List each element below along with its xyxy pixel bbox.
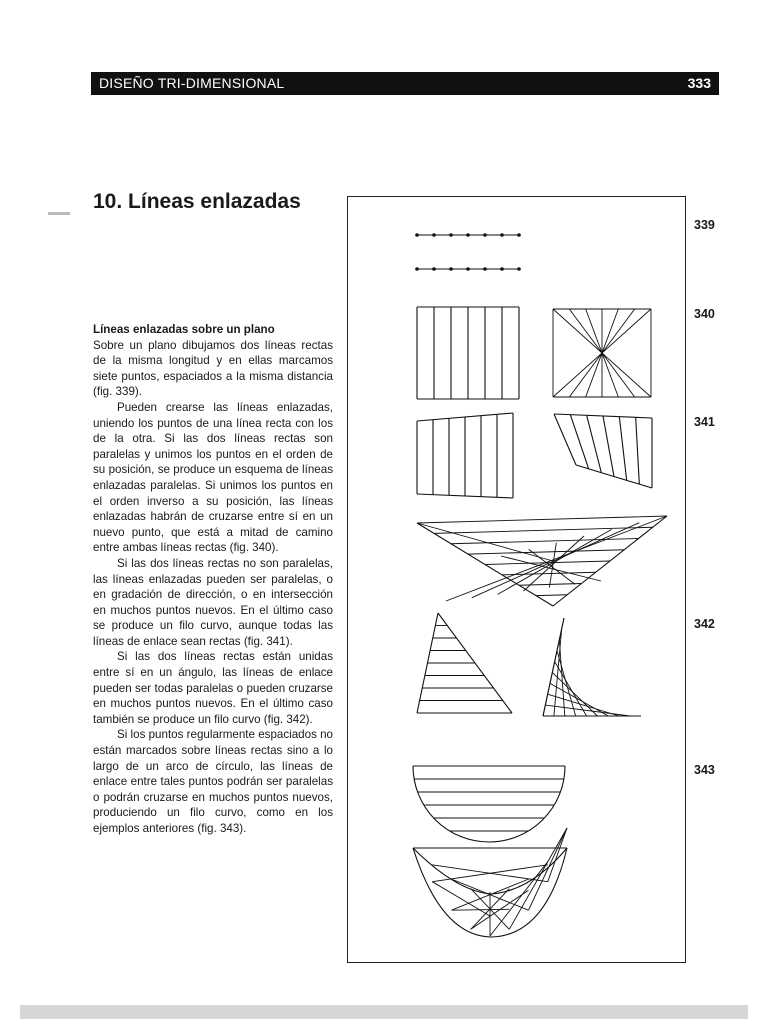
drawing-dot (432, 233, 436, 237)
paragraph-1: Sobre un plano dibujamos dos líneas rectas de la misma longitud y en ellas marcamos siete puntos, espaciados a la misma distancia (fig. 339). (93, 338, 333, 399)
running-header-title: DISEÑO TRI-DIMENSIONAL (99, 75, 285, 91)
drawing-line (550, 683, 608, 716)
drawing-dot (517, 267, 521, 271)
drawing-line (548, 828, 567, 882)
figure-label-341: 341 (694, 415, 715, 429)
running-header (91, 72, 719, 95)
drawing-line (417, 516, 667, 523)
drawing-line (451, 539, 639, 544)
drawing-line (432, 882, 490, 916)
drawing-line (446, 516, 667, 601)
page-number: 333 (687, 75, 711, 91)
drawing-line (417, 523, 553, 561)
drawing-dot (432, 267, 436, 271)
figure-panel (347, 196, 686, 963)
drawing-line (603, 416, 614, 477)
figure-340-linked-lines (417, 307, 651, 399)
figure-illustrations (348, 197, 685, 962)
paragraph-3: Si las dos líneas rectas no son paralelas, las líneas enlazadas pueden ser paralelas, o en gradación de dirección, o en intersección en muchos puntos nuevos. En el último caso se produce un filo curvo, aunque todas las líneas de enlace sean rectas (fig. 341). (93, 556, 333, 648)
drawing-line (552, 672, 597, 716)
drawing-line (576, 465, 652, 488)
drawing-dot (415, 233, 419, 237)
drawing-line (554, 629, 562, 716)
drawing-dot (500, 233, 504, 237)
drawing-line (619, 417, 626, 481)
drawing-dot (500, 267, 504, 271)
drawing-dot (483, 267, 487, 271)
drawing-line (570, 415, 588, 469)
figure-label-342: 342 (694, 617, 715, 631)
drawing-dot (517, 233, 521, 237)
scan-speck (48, 212, 70, 215)
subheading: Líneas enlazadas sobre un plano (93, 323, 275, 336)
figure-343-arc-lines (413, 766, 567, 937)
drawing-line (548, 694, 620, 716)
figure-label-339: 339 (694, 218, 715, 232)
figure-342-angle-lines (417, 613, 641, 716)
body-text (93, 322, 333, 837)
drawing-line (536, 595, 567, 596)
drawing-line (587, 415, 602, 472)
paragraph-2: Pueden crearse las líneas enlazadas, uniendo los puntos de una línea recta con los de la otra. Si las dos líneas rectas son paralelas y unimos los puntos en el orden de su posición, se produce un esquema de líneas enlazadas paralelas. Si unimos los puntos en el orden inverso a su posición, las líneas enlazadas habrán de cruzarse entre sí en un nuevo punto, que está a mitad de camino entre ambas líneas rectas (fig. 340). (93, 400, 333, 555)
scan-bottom-strip (20, 1005, 748, 1019)
figure-label-340: 340 (694, 307, 715, 321)
drawing-dot (466, 233, 470, 237)
figure-label-343: 343 (694, 763, 715, 777)
drawing-line (557, 651, 576, 716)
drawing-dot (449, 267, 453, 271)
drawing-dot (466, 267, 470, 271)
drawing-dot (483, 233, 487, 237)
paragraph-5: Si los puntos regularmente espaciados no están marcados sobre líneas rectas sino a lo largo de un arco de círculo, las líneas de enlace entre tales puntos podrán ser paralelas o podrán cruzarse en muchos puntos nuevos, produciendo un filo curvo, como en los ejemplos anteriores (fig. 343). (93, 728, 333, 835)
drawing-line (636, 417, 640, 484)
figure-339-dotted-lines (415, 233, 521, 271)
section-title: 10. Líneas enlazadas (93, 190, 301, 213)
figure-341-linked-lines (417, 413, 667, 606)
paragraph-4: Si las dos líneas rectas están unidas entre sí en un ángulo, las líneas de enlace pueden ser todas paralelas o pueden cruzarse en muchos puntos nuevos. En el último caso también se produce un filo curvo (fig. 342). (93, 650, 333, 726)
drawing-line (468, 550, 624, 554)
drawing-line (434, 527, 653, 533)
drawing-line (472, 523, 639, 598)
drawing-dot (415, 267, 419, 271)
drawing-outline (413, 848, 567, 894)
drawing-dot (449, 233, 453, 237)
drawing-line (490, 862, 548, 936)
